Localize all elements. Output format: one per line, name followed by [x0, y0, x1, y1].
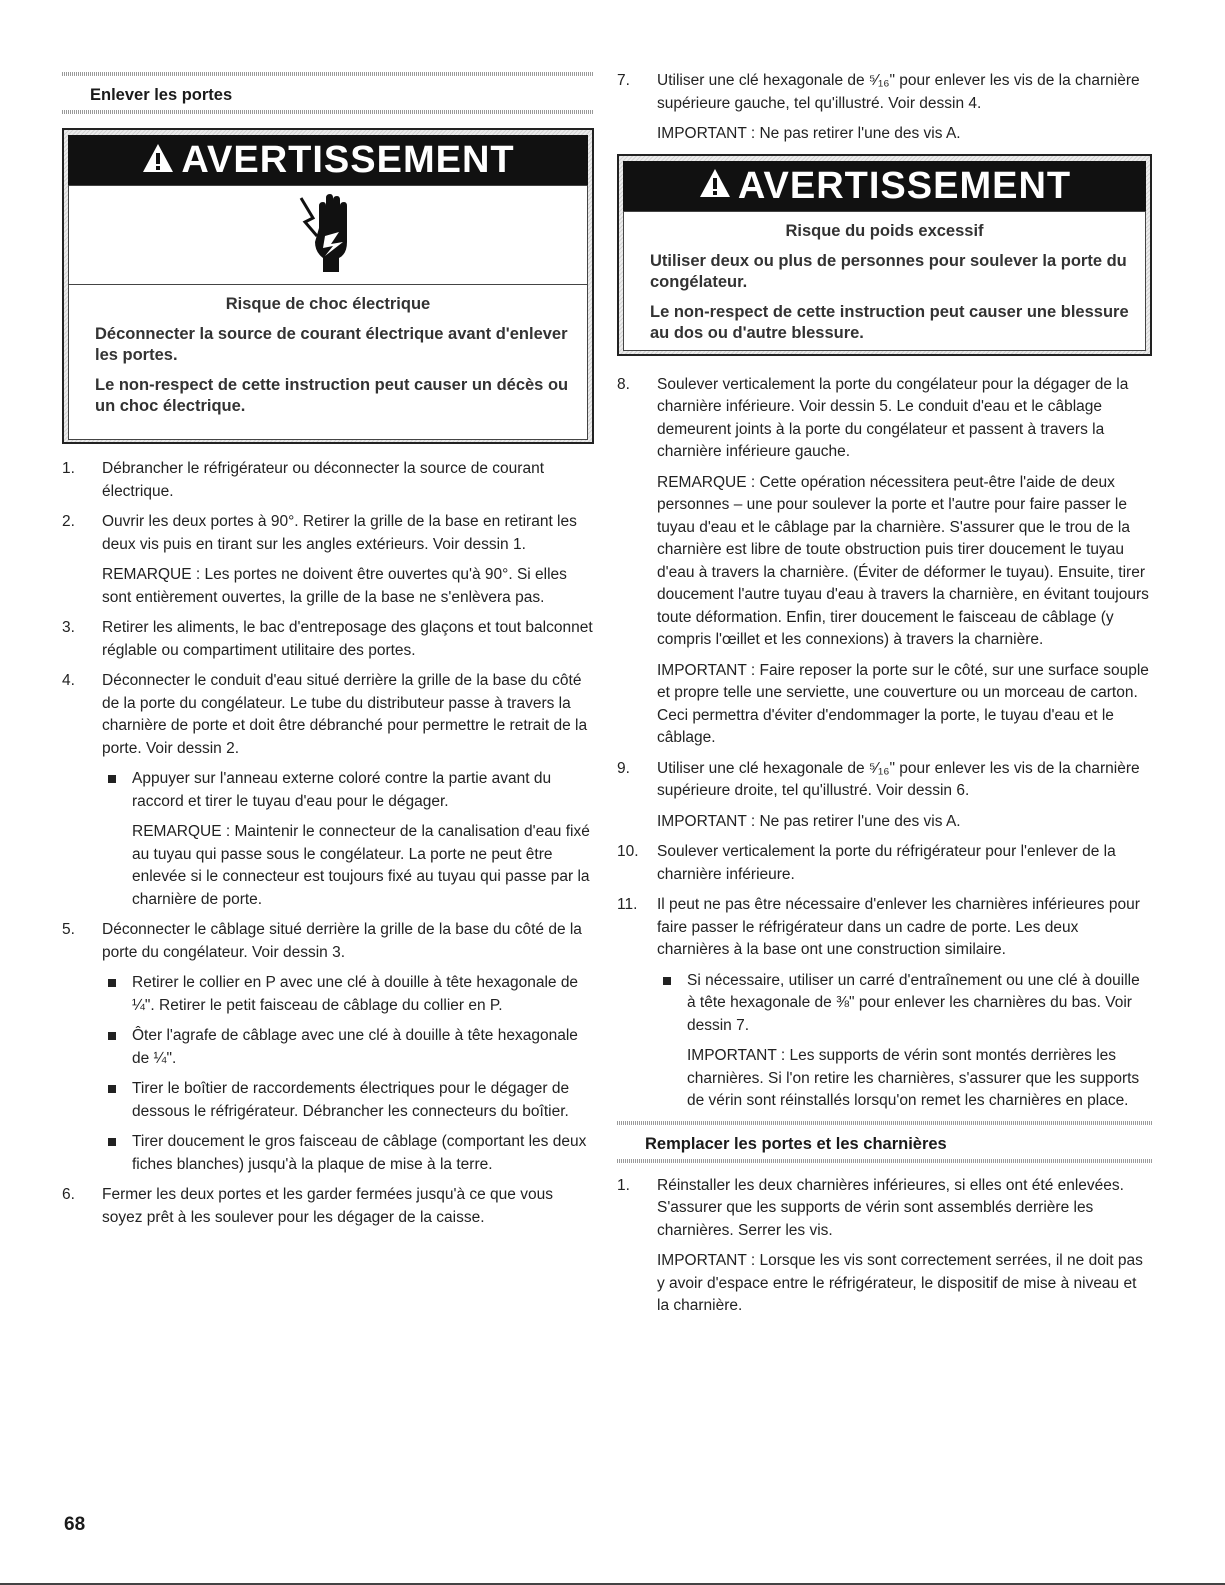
- bullet-note: REMARQUE : Maintenir le connecteur de la canalisation d'eau fixé au tuyau qui passe sous le congélateur. La porte ne peut être enlevée si le connecteur est toujours fixé au tuyau qui passe par la charnière de porte.: [132, 823, 590, 908]
- bullet-item: [62, 1131, 594, 1176]
- left-column: [62, 0, 594, 1237]
- left-steps-list: [62, 458, 594, 1229]
- bullet-square-icon: [663, 977, 671, 985]
- warning-risk-title: Risque de choc électrique: [225, 295, 431, 313]
- step-text: Réinstaller les deux charnières inférieures, si elles ont été enlevées. S'assurer que les supports de vérin sont assemblés derrière les charnières. Serrer les vis.: [657, 1176, 1124, 1239]
- step-number: 4.: [62, 672, 75, 689]
- bullet-square-icon: [108, 1032, 116, 1040]
- section-header-remove-doors: [62, 72, 594, 114]
- numbered-step: [617, 70, 1152, 115]
- warning-line-2: Le non-respect de cette instruction peut causer un décès ou un choc électrique.: [95, 376, 569, 415]
- numbered-step: [62, 511, 594, 556]
- bullet-item: [62, 768, 594, 813]
- step-text: Ouvrir les deux portes à 90°. Retirer la grille de la base en retirant les deux vis puis en tirant sur les angles extérieurs. Voir dessin 1.: [102, 513, 577, 553]
- warning-line-1: Déconnecter la source de courant électrique avant d'enlever les portes.: [95, 325, 568, 364]
- bullet-square-icon: [108, 979, 116, 987]
- bullet-item: [617, 970, 1152, 1038]
- step-note: IMPORTANT : Faire reposer la porte sur le côté, sur une surface souple et propre telle une serviette, une couverture ou un morceau de carton. Ceci permettra d'éviter d'endommager la porte, le tuyau d'eau et le câblage.: [657, 661, 1149, 746]
- numbered-step: [62, 1184, 594, 1229]
- step-text: Déconnecter le câblage situé derrière la grille de la base du côté de la porte du congélateur. Voir dessin 3.: [102, 921, 582, 961]
- section-title: Enlever les portes: [90, 86, 233, 104]
- warning-text-area-2: [623, 211, 1146, 351]
- step-note: IMPORTANT : Ne pas retirer l'une des vis A.: [657, 125, 961, 142]
- electric-shock-icon: [295, 192, 361, 278]
- step-number: 5.: [62, 921, 75, 938]
- warning-banner-2: AVERTISSEMENT: [623, 161, 1146, 211]
- right-steps-list: [617, 374, 1152, 1113]
- bullet-item: [62, 1078, 594, 1123]
- step-text: Débrancher le réfrigérateur ou déconnecter la source de courant électrique.: [102, 460, 545, 500]
- section2-title: Remplacer les portes et les charnières: [645, 1134, 947, 1153]
- step-number: 2.: [62, 513, 75, 530]
- step-number: 1.: [62, 460, 75, 477]
- step-text: Soulever verticalement la porte du congélateur pour la dégager de la charnière inférieure. Voir dessin 5. Le conduit d'eau et le câblage demeurent joints à la porte du congélateur et passent à travers la charnière inférieure gauche.: [657, 375, 1129, 460]
- right-steps2-list: [617, 1175, 1152, 1318]
- warning-banner: AVERTISSEMENT: [68, 135, 588, 185]
- bullet-square-icon: [108, 775, 116, 783]
- numbered-step: [617, 374, 1152, 464]
- bullet-item: [62, 1025, 594, 1070]
- right-top-steps: [617, 70, 1152, 146]
- numbered-step: [62, 919, 594, 964]
- step-text: Il peut ne pas être nécessaire d'enlever les charnières inférieures pour faire passer le réfrigérateur dans un cadre de porte. Les deux charnières à la base ont une construction similaire.: [657, 896, 1140, 958]
- step-note: REMARQUE : Cette opération nécessitera peut-être l'aide de deux personnes – une pour soulever la porte et l'autre pour faire passer le tuyau d'eau et le câblage par la charnière. S'assurer que le trou de la charnière est libre de toute obstruction puis tirer doucement le tuyau d'eau à travers la charnière. (Éviter de déformer le tuyau). Ensuite, tirer doucement l'autre tuyau d'eau à travers la charnière, en évitant toujours toute déformation. Enfin, tirer doucement le faisceau de câblage (y compris l'œillet et les connexions) à travers la charnière.: [657, 473, 1149, 648]
- bullet-square-icon: [108, 1085, 116, 1093]
- section-header-replace-doors: [617, 1121, 1152, 1163]
- warning-risk-title-2: Risque du poids excessif: [785, 221, 984, 240]
- step-number: 7.: [617, 72, 630, 89]
- step-number: 8.: [617, 375, 630, 393]
- warning-text-area: [68, 285, 588, 440]
- numbered-step: [617, 841, 1152, 886]
- step-text: Utiliser une clé hexagonale de ⁵⁄₁₆" pour enlever les vis de la charnière supérieure droite, tel qu'illustré. Voir dessin 6.: [657, 759, 1140, 799]
- numbered-step: [62, 458, 594, 503]
- warning2-line-2: Le non-respect de cette instruction peut causer une blessure au dos ou d'autre blessure.: [650, 302, 1129, 342]
- numbered-step: [617, 894, 1152, 962]
- warning-triangle-icon: [141, 137, 175, 187]
- bullet-text: Ôter l'agrafe de câblage avec une clé à douille à tête hexagonale de ¼".: [132, 1027, 578, 1067]
- step-text: Fermer les deux portes et les garder fermées jusqu'à ce que vous soyez prêt à les soulever pour les dégager de la caisse.: [102, 1186, 553, 1226]
- numbered-step: [62, 617, 594, 662]
- page-number: 68: [64, 1514, 86, 1535]
- step-number: 11.: [617, 896, 638, 913]
- step-note: IMPORTANT : Ne pas retirer l'une des vis A.: [657, 812, 961, 830]
- bullet-item: [62, 972, 594, 1017]
- step-number: 9.: [617, 759, 630, 777]
- bullet-text: Si nécessaire, utiliser un carré d'entraînement ou une clé à douille à tête hexagonale de ⅜" pour enlever les charnières du bas. Voir dessin 7.: [687, 971, 1140, 1034]
- bullet-text: Appuyer sur l'anneau externe coloré contre la partie avant du raccord et tirer le tuyau d'eau pour le dégager.: [132, 770, 552, 810]
- step-note: IMPORTANT : Lorsque les vis sont correctement serrées, il ne doit pas y avoir d'espace entre le réfrigérateur, le dispositif de mise à niveau et la charnière.: [657, 1252, 1143, 1314]
- step-number: 3.: [62, 619, 75, 636]
- step-note: REMARQUE : Les portes ne doivent être ouvertes qu'à 90°. Si elles sont entièrement ouvertes, la grille de la base ne s'enlèvera pas.: [102, 566, 567, 606]
- numbered-step: [617, 758, 1152, 803]
- bullet-text: Retirer le collier en P avec une clé à douille à tête hexagonale de ¼". Retirer le petit faisceau de câblage du collier en P.: [132, 974, 579, 1014]
- warning2-line-1: Utiliser deux ou plus de personnes pour soulever la porte du congélateur.: [650, 251, 1127, 291]
- warning-pictogram-area: [68, 185, 588, 285]
- bullet-text: Tirer le boîtier de raccordements électriques pour le dégager de dessous le réfrigérateur. Débrancher les connecteurs du boîtier.: [132, 1080, 570, 1120]
- numbered-step: [617, 1175, 1152, 1243]
- bullet-square-icon: [108, 1138, 116, 1146]
- warning-triangle-icon: [698, 162, 732, 212]
- step-number: 1.: [617, 1176, 630, 1194]
- right-column: [617, 0, 1152, 1326]
- numbered-step: [62, 670, 594, 760]
- bullet-text: Tirer doucement le gros faisceau de câblage (comportant les deux fiches blanches) jusqu'à la plaque de mise à la terre.: [132, 1133, 587, 1173]
- warning-box-weight: [617, 154, 1152, 356]
- bullet-note: IMPORTANT : Les supports de vérin sont montés derrières les charnières. Si l'on retire les charnières, s'assurer que les supports de vérin sont réinstallés lorsqu'on remet les charnières en place.: [687, 1047, 1140, 1109]
- step-text: Utiliser une clé hexagonale de ⁵⁄₁₆" pour enlever les vis de la charnière supérieure gauche, tel qu'illustré. Voir dessin 4.: [657, 72, 1140, 112]
- step-text: Retirer les aliments, le bac d'entreposage des glaçons et tout balconnet réglable ou compartiment utilitaire des portes.: [102, 619, 593, 659]
- warning-box-electric: [62, 128, 594, 444]
- step-number: 10.: [617, 843, 639, 860]
- step-text: Soulever verticalement la porte du réfrigérateur pour l'enlever de la charnière inférieure.: [657, 843, 1116, 883]
- step-text: Déconnecter le conduit d'eau situé derrière la grille de la base du côté de la porte du congélateur. Le tube du distributeur passe à travers la charnière de porte et doit être débranché pour permettre le retrait de la porte. Voir dessin 2.: [102, 672, 588, 757]
- step-number: 6.: [62, 1186, 75, 1203]
